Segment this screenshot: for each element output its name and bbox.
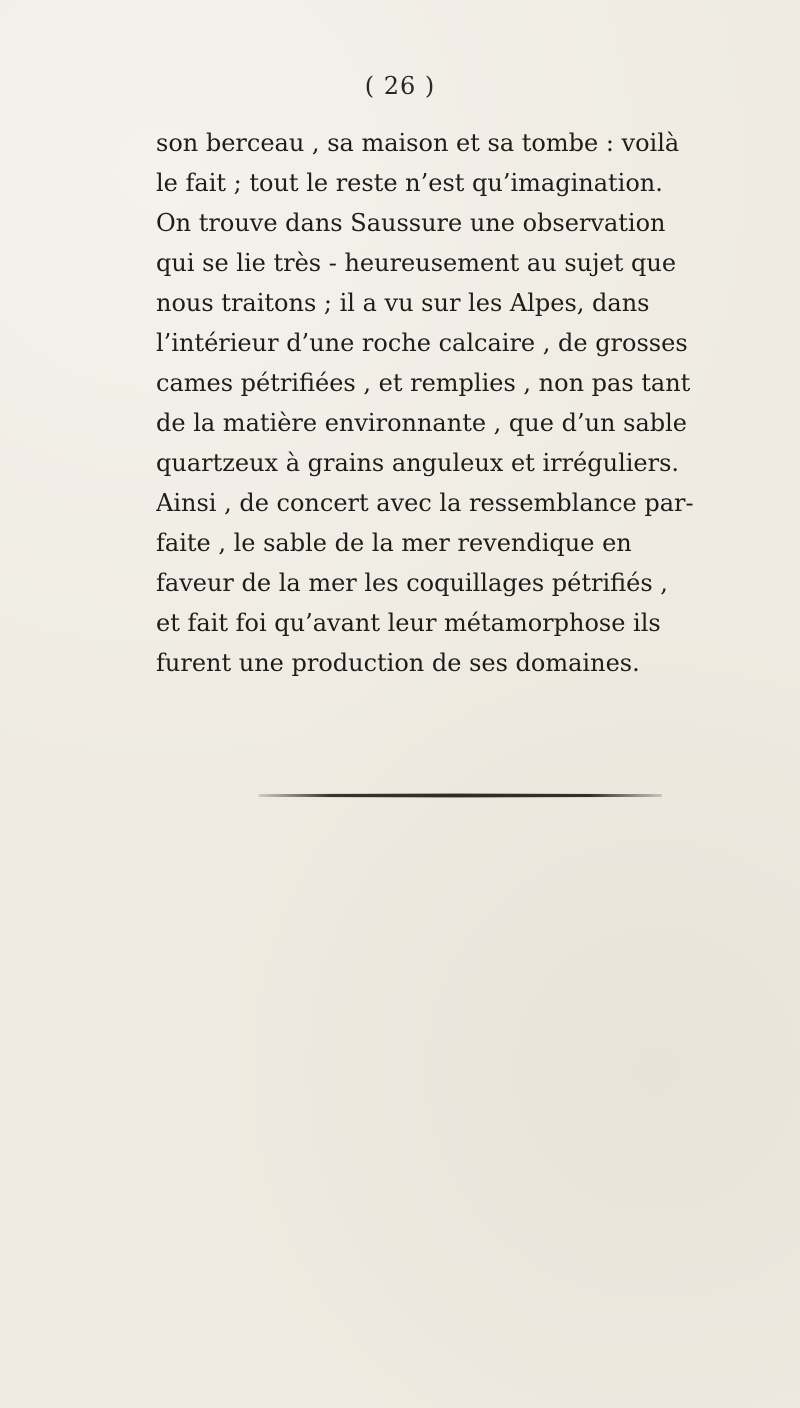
text-line-11: faite , le sable de la mer revendique en	[156, 529, 632, 557]
text-line-12: faveur de la mer les coquillages pétrifiés ,	[156, 569, 668, 597]
text-line-4: qui se lie très - heureusement au sujet que	[156, 249, 677, 277]
text-line-10: Ainsi , de concert avec la ressemblance par-	[156, 489, 694, 517]
text-line-8: de la matière environnante , que d’un sable	[156, 409, 687, 437]
text-line-3: On trouve dans Saussure une observation	[156, 209, 666, 237]
text-line-13: et fait foi qu’avant leur métamorphose ils	[156, 609, 661, 637]
text-line-2: le fait ; tout le reste n’est qu’imagination.	[156, 169, 663, 197]
text-line-6: l’intérieur d’une roche calcaire , de grosses	[156, 329, 688, 357]
section-divider	[258, 794, 662, 797]
text-line-9: quartzeux à grains anguleux et irréguliers.	[156, 449, 680, 477]
body-text	[156, 123, 800, 683]
text-line-1: son berceau , sa maison et sa tombe : voilà	[156, 129, 680, 157]
text-line-7: cames pétrifiées , et remplies , non pas tant	[156, 369, 691, 397]
text-line-14: furent une production de ses domaines.	[156, 649, 640, 677]
page-number: ( 26 )	[364, 72, 436, 100]
text-line-5: nous traitons ; il a vu sur les Alpes, dans	[156, 289, 650, 317]
